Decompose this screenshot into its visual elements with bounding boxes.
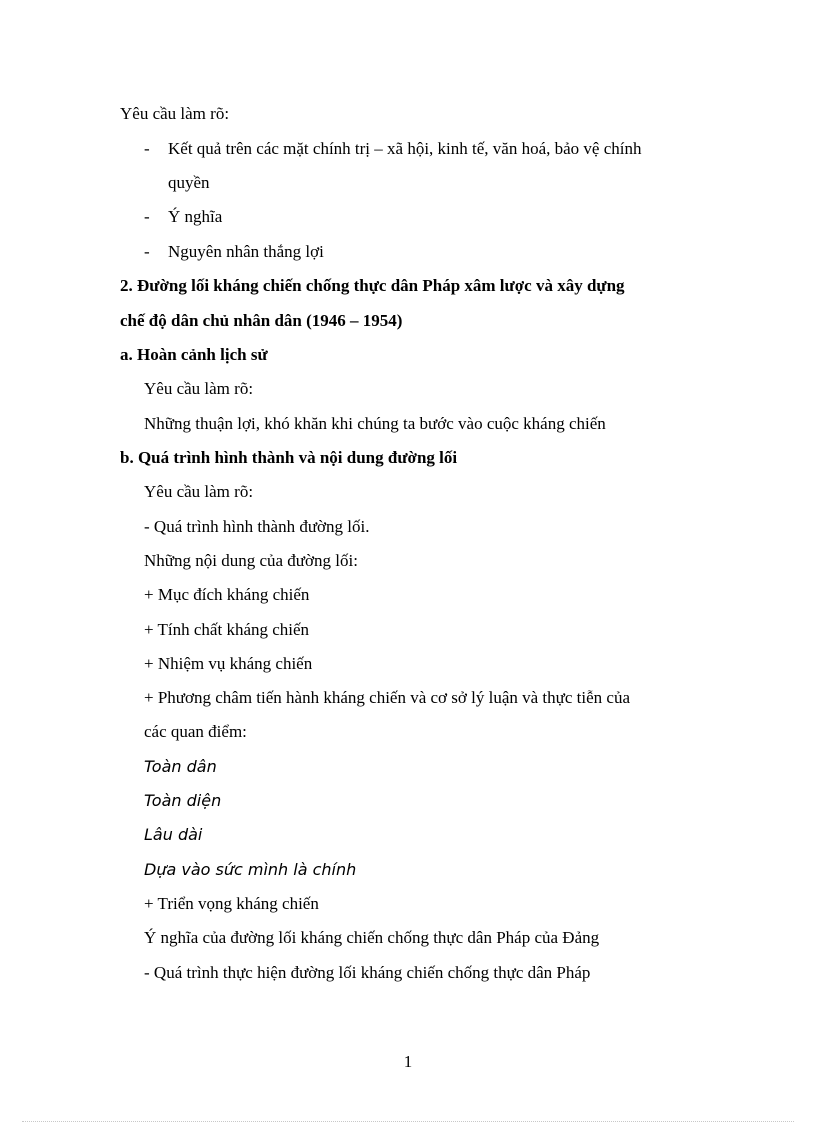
closing-line: + Triển vọng kháng chiến — [144, 894, 319, 913]
italic-viewpoint: Lâu dài — [144, 825, 203, 844]
italic-viewpoint: Dựa vào sức mình là chính — [144, 860, 357, 879]
content-line: + Tính chất kháng chiến — [144, 620, 310, 639]
subsection-a-title: a. Hoàn cảnh lịch sử — [120, 345, 268, 364]
subsection-b-title: b. Quá trình hình thành và nội dung đường lối — [120, 448, 458, 467]
intro-label: Yêu cầu làm rõ: — [120, 104, 230, 123]
italic-viewpoint: Toàn dân — [144, 757, 217, 776]
bullet-marker: - — [144, 139, 150, 158]
bullet-marker: - — [144, 242, 150, 261]
page-number: 1 — [403, 1052, 413, 1071]
subsection-a-label: Yêu cầu làm rõ: — [144, 379, 254, 398]
intro-bullet-meaning: Ý nghĩa — [168, 207, 223, 226]
content-line: + Phương châm tiến hành kháng chiến và cơ sở lý luận và thực tiễn của — [144, 688, 630, 707]
section-2-title-line-1: 2. Đường lối kháng chiến chống thực dân Pháp xâm lược và xây dựng — [120, 276, 625, 295]
content-line: - Quá trình hình thành đường lối. — [144, 517, 370, 536]
content-line: Những nội dung của đường lối: — [144, 551, 358, 570]
intro-bullet-reasons: Nguyên nhân thắng lợi — [168, 242, 324, 261]
intro-bullet-results: Kết quả trên các mặt chính trị – xã hội, kinh tế, văn hoá, bảo vệ chính — [168, 139, 642, 158]
closing-line: - Quá trình thực hiện đường lối kháng chiến chống thực dân Pháp — [144, 963, 591, 982]
subsection-a-text: Những thuận lợi, khó khăn khi chúng ta bước vào cuộc kháng chiến — [144, 414, 606, 433]
bullet-marker: - — [144, 207, 150, 226]
closing-line: Ý nghĩa của đường lối kháng chiến chống thực dân Pháp của Đảng — [144, 928, 600, 947]
page-bottom-divider — [22, 1121, 794, 1122]
intro-bullet-results-cont: quyền — [168, 173, 210, 192]
italic-viewpoint: Toàn diện — [144, 791, 222, 810]
content-line: + Mục đích kháng chiến — [144, 585, 310, 604]
section-2-title-line-2: chế độ dân chủ nhân dân (1946 – 1954) — [120, 311, 403, 330]
content-line: + Nhiệm vụ kháng chiến — [144, 654, 313, 673]
content-line: các quan điểm: — [144, 722, 247, 741]
subsection-b-label: Yêu cầu làm rõ: — [144, 482, 254, 501]
